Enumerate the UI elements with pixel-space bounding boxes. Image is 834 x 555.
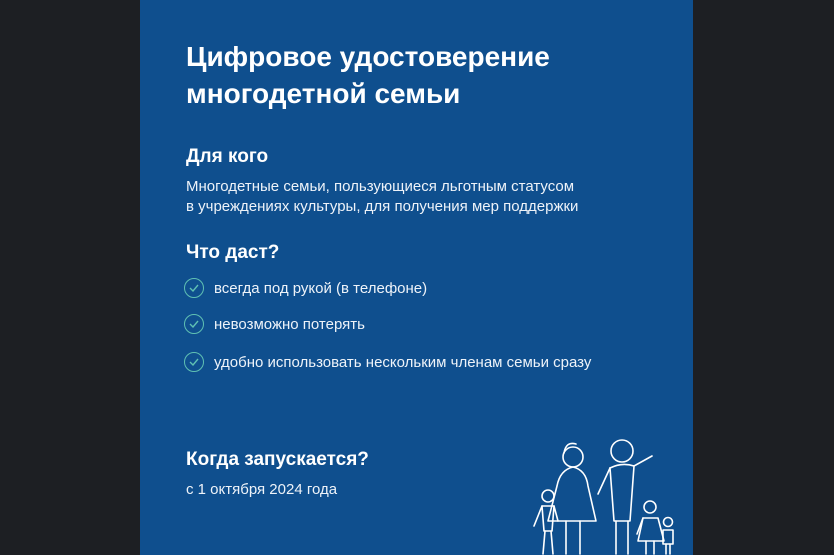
launch-heading: Когда запускается? bbox=[186, 449, 369, 470]
who-line-1: Многодетные семьи, пользующиеся льготным статусом bbox=[186, 178, 575, 195]
who-heading: Для кого bbox=[186, 146, 269, 167]
list-item bbox=[184, 278, 591, 300]
benefit-text: удобно использовать нескольким членам семьи сразу bbox=[214, 354, 592, 371]
benefits-heading: Что даст? bbox=[186, 242, 280, 263]
check-icon bbox=[184, 314, 204, 334]
who-description bbox=[186, 177, 666, 217]
check-icon bbox=[184, 352, 204, 372]
card-title bbox=[186, 38, 666, 112]
who-line-2: в учреждениях культуры, для получения мер поддержки bbox=[186, 198, 579, 215]
benefits-list bbox=[184, 278, 591, 374]
benefit-text: невозможно потерять bbox=[214, 316, 365, 333]
info-card bbox=[140, 0, 693, 555]
benefit-text: всегда под рукой (в телефоне) bbox=[214, 280, 428, 297]
check-icon bbox=[184, 278, 204, 298]
family-icon bbox=[530, 436, 680, 555]
launch-date: с 1 октября 2024 года bbox=[186, 481, 338, 498]
title-line-1: Цифровое удостоверение bbox=[186, 41, 550, 72]
list-item bbox=[184, 314, 591, 336]
list-item bbox=[184, 352, 591, 374]
title-line-2: многодетной семьи bbox=[186, 78, 461, 109]
